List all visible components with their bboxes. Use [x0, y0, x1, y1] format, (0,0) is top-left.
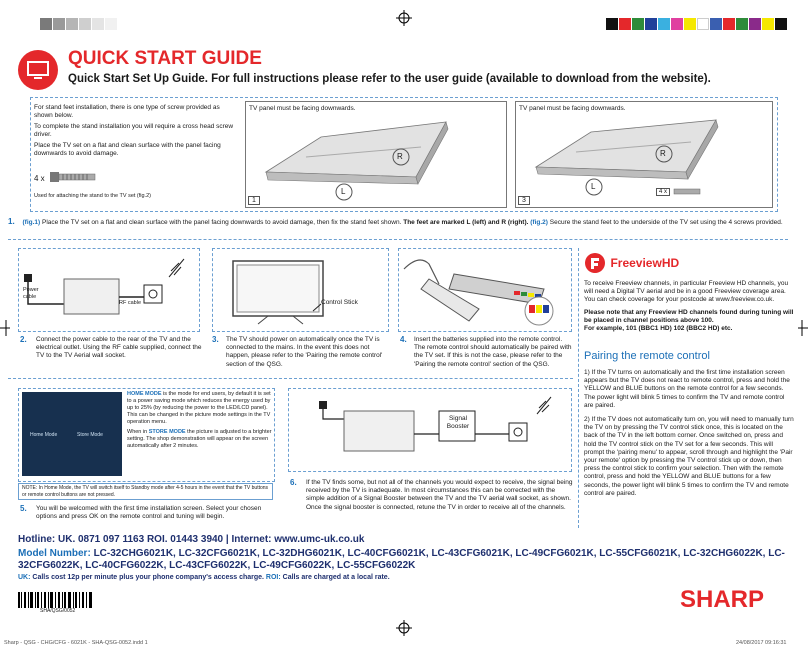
- power-cable-label: Power cable: [23, 287, 39, 300]
- step4-text: Insert the batteries supplied into the remote control. The remote control should automatically be paired with the TV set. If this is not the case, please refer to the 'Pairing the remote control' section of the QSG.: [414, 336, 572, 368]
- installation-screen: [22, 392, 122, 476]
- freeview-icon: [584, 252, 606, 274]
- step4-figure: [398, 248, 572, 332]
- screw-icon: [50, 170, 100, 184]
- fig2-label-l: L: [591, 182, 596, 191]
- step3-figure: [212, 248, 389, 332]
- step1-ref2: (fig.2): [528, 219, 548, 226]
- home-mode-text: is the mode for end users, by default it is set to a power saving mode which reduces the energy used by up to 25% (by reducing the power to the LED/LCD panel). This can be changed in the picture mode settings in the TV operation menu.: [127, 391, 271, 425]
- home-mode-label: HOME MODE: [127, 391, 162, 397]
- control-stick-label: Control Stick: [321, 299, 358, 306]
- step1-number: 1.: [8, 217, 15, 226]
- step-1: [8, 218, 788, 227]
- barcode-icon: [18, 592, 93, 608]
- uk-label: UK:: [18, 574, 31, 581]
- store-mode-prefix: When in: [127, 429, 149, 435]
- tv-logo-icon: [18, 50, 58, 90]
- step6-number: 6.: [290, 478, 297, 487]
- barcode: [18, 592, 93, 608]
- page-subtitle: Quick Start Set Up Guide. For full instructions please refer to the user guide (available to download from the website).: [68, 73, 711, 85]
- store-mode-label: STORE MODE: [148, 429, 186, 435]
- step3-number: 3.: [212, 335, 219, 344]
- stand-instructions: [34, 104, 234, 158]
- pairing-title: Pairing the remote control: [584, 350, 710, 362]
- call-charges: [18, 574, 390, 581]
- model-label: Model Number:: [18, 548, 94, 559]
- date-info: 24/08/2017 09:16:31: [736, 640, 787, 646]
- fig2-screw-qty: 4 x: [656, 188, 670, 196]
- signal-booster-illustration: [289, 389, 571, 471]
- freeview-brand: FreeviewHD: [610, 256, 680, 270]
- screw-qty: 4 x: [34, 174, 45, 183]
- mode-description: [127, 391, 272, 450]
- tv-face-down-illustration-2: [516, 102, 772, 207]
- signal-booster-label: Signal Booster: [446, 415, 470, 430]
- divider-2: [8, 378, 573, 379]
- registration-mark-right: [798, 320, 808, 336]
- roi-text: Calls are charged at a local rate.: [280, 574, 390, 581]
- freeview-logo: [584, 252, 679, 274]
- fig2-label-r: R: [660, 149, 666, 158]
- screw-caption: Used for attaching the stand to the TV set (fig.2): [34, 193, 151, 199]
- hotline: Hotline: UK. 0871 097 1163 ROI. 01443 3940 | Internet: www.umc-uk.co.uk: [18, 534, 365, 545]
- step1-ref1: (fig.1): [22, 219, 41, 226]
- figure-1: [245, 101, 507, 208]
- tv-face-down-illustration-1: [246, 102, 506, 207]
- fig1-caption: TV panel must be facing downwards.: [249, 105, 356, 112]
- step2-text: Connect the power cable to the rear of the TV and the electrical outlet. Using the RF cable supplied, connect the TV to the TV Aerial wall socket.: [36, 336, 202, 360]
- step5-number: 5.: [20, 504, 27, 513]
- tv-front-illustration: [213, 249, 388, 331]
- stand-line-2: To complete the stand installation you will require a cross head screw driver.: [34, 123, 234, 138]
- model-numbers: [18, 548, 798, 572]
- remote-battery-illustration: [399, 249, 571, 331]
- home-mode-note: NOTE: In Home Mode, the TV will switch itself to Standby mode after 4-5 hours in the event that the TV buttons or remote control buttons are not pressed.: [18, 483, 273, 500]
- pairing-step-1: 1) If the TV turns on automatically and the first time installation screen appears but the TV does not react to remote control, press and hold the YELLOW and BLUE buttons on the remote control for a few seconds. The power light will blink 5 times to confirm the TV and remote control are paired.: [584, 369, 790, 409]
- step1-text1: Place the TV set on a flat and clean surface with the panel facing downwards to avoid damage, then fix the stand feet shown.: [40, 219, 404, 226]
- step-5: [20, 505, 275, 521]
- divider-1: [8, 239, 788, 240]
- divider-vertical: [578, 248, 579, 528]
- barcode-text: SHA/QSG/0052: [40, 608, 76, 614]
- fig1-label-l: L: [341, 187, 346, 196]
- step1-bold: The feet are marked L (left) and R (right).: [403, 219, 529, 226]
- fig2-caption: TV panel must be facing downwards.: [519, 105, 626, 112]
- stand-line-1: For stand feet installation, there is one type of screw provided as shown below.: [34, 104, 220, 119]
- store-mode-text: the picture is adjusted to a brighter setting. The shop demonstration will appear on the screen automatically after 2 minutes.: [127, 429, 272, 449]
- fig2-number: 3: [518, 196, 530, 205]
- rf-cable-label: RF cable: [119, 300, 142, 306]
- step1-text2: Secure the stand feet to the underside of the TV set using the 4 screws provided.: [547, 219, 783, 226]
- step6-figure: [288, 388, 572, 472]
- freeview-note: Please note that any Freeview HD channels found during tuning will be placed in channel positions above 100.: [584, 308, 794, 324]
- registration-mark-left: [0, 320, 10, 336]
- step4-number: 4.: [400, 335, 407, 344]
- roi-label: ROI:: [265, 574, 281, 581]
- freeview-text: [584, 280, 794, 333]
- stand-line-3: Place the TV set on a flat and clean surface with the panel facing downwards to avoid damage.: [34, 142, 221, 157]
- step-4: [400, 336, 575, 369]
- step-3: [212, 336, 392, 369]
- step2-figure: [18, 248, 200, 332]
- step2-number: 2.: [20, 335, 27, 344]
- freeview-example: For example, 101 (BBC1 HD) 102 (BBC2 HD) etc.: [584, 325, 733, 333]
- fig1-number: 1: [248, 196, 260, 205]
- registration-mark-bottom: [396, 620, 412, 636]
- step6-text: If the TV finds some, but not all of the channels you would expect to receive, the signal being received by the TV is inadequate. In most circumstances this can be corrected with the simple addition of a Signal Booster between the TV and the TV aerial wall socket, as shown. Once the signal booster is connected, retune the TV in order to receive all of the channels.: [306, 479, 573, 511]
- model-list: LC-32CHG6021K, LC-32CFG6021K, LC-32DHG6021K, LC-40CFG6021K, LC-43CFG6021K, LC-49CFG6021K, LC-55CFG6021K, LC-32CHG6022K, LC-32CFG6022K, LC-40CFG6022K, LC-43CFG6022K, LC-49CFG6022K, LC-55CFG6022K: [18, 548, 785, 571]
- step-6: [290, 479, 575, 512]
- step-2: [20, 336, 205, 361]
- registration-mark-top: [396, 10, 412, 26]
- step3-text: The TV should power on automatically once the TV is connected to the mains. In the event this does not happen, please refer to the 'Pairing the remote control' section of the QSG.: [226, 336, 383, 368]
- figure-2: [515, 101, 773, 208]
- pairing-step-2: 2) If the TV does not automatically turn on, you will need to manually turn the TV on by pressing the TV control stick once, this is located on the back of the TV in the left bottom corner. Once switched on, press and hold the TV control stick on the TV set for a few seconds. This will prompt the 'pairing menu' to appear, scroll through and highlight the 'Pair your remote' option by pressing the TV control stick up or down, then press the control stick to confirm your selection. Then with the remote control, press and hold the YELLOW and BLUE buttons for a few seconds, the power light will blink 5 times to confirm the TV and remote control are paired.: [584, 416, 794, 497]
- page-title: QUICK START GUIDE: [68, 48, 262, 69]
- step5-text: You will be welcomed with the first time installation screen. Select your chosen options and press OK on the remote control and tuning will begin.: [36, 505, 262, 521]
- screen-store-option: Store Mode: [77, 432, 103, 438]
- file-info: Sharp - QSG - CHG/CFG - 6021K - SHA-QSG-0052.indd 1: [4, 640, 148, 646]
- fig1-label-r: R: [397, 152, 403, 161]
- screen-home-option: Home Mode: [30, 432, 58, 438]
- freeview-description: To receive Freeview channels, in particular Freeview HD channels, you will need a Digital TV aerial and be in a good Freeview coverage area. You can check coverage for your postcode at www.freeview.co.uk.: [584, 280, 789, 304]
- pairing-steps: [584, 369, 794, 498]
- sharp-logo: SHARP: [680, 586, 765, 613]
- uk-text: Calls cost 12p per minute plus your phone company's access charge.: [30, 574, 266, 581]
- step5-panel: [18, 388, 275, 482]
